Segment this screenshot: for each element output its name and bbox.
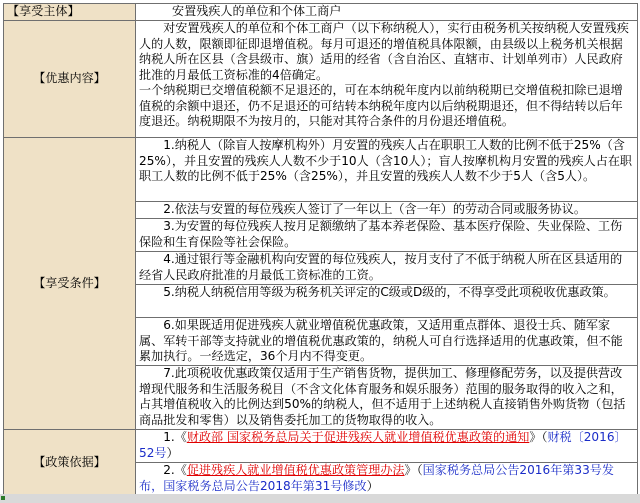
condition-item: 1.纳税人（除盲人按摩机构外）月安置的残疾人占在职职工人数的比例不低于25%（含25%），并且安置的残疾人人数不少于10人（含10人）；盲人按摩机构月安置的残疾人占在职职工人数的比例不低于25%（含25%），并且安置的残疾人人数不少于5人（含5人）。 <box>136 138 638 202</box>
benefit-para-1: 对安置残疾人的单位和个体工商户（以下称纳税人），实行由税务机关按纳税人安置残疾人的人数，限额即征即退增值税。每月可退还的增值税具体限额，由县级以上税务机关根据纳税人所在区县（含县级市、旗）适用的经省（含自治区、直辖市、计划单列市）人民政府批准的月最低工资标准的4倍确定。 <box>139 21 629 82</box>
policy-table <box>3 3 638 496</box>
condition-item: 7.此项税收优惠政策仅适用于生产销售货物，提供加工、修理修配劳务，以及提供营改增现代服务和生活服务税目（不含文化体育服务和娱乐服务）范围的服务取得的收入之和，占其增值税收入的比例达到50%的纳税人，但不适用于上述纳税人直接销售外购货物（包括商品批发和零售）以及销售委托加工的货物取得的收入。 <box>136 366 638 430</box>
basis-end: ） <box>166 445 179 460</box>
condition-item: 6.如果既适用促进残疾人就业增值税优惠政策，又适用重点群体、退役士兵、随军家属、军转干部等支持就业的增值税优惠政策的，纳税人可自行选择适用的优惠政策，但不能累加执行。一经选定，36个月内不得变更。 <box>136 318 638 366</box>
condition-item: 3.为安置的每位残疾人按月足额缴纳了基本养老保险、基本医疗保险、失业保险、工伤保险和生育保险等社会保险。 <box>136 219 638 252</box>
benefit-content <box>136 21 638 138</box>
basis-item-2 <box>136 463 638 496</box>
condition-item: 5.纳税人纳税信用等级为税务机关评定的C级或D级的，不得享受此项税收优惠政策。 <box>136 285 638 318</box>
policy-link-notice[interactable]: 财政部 国家税务总局关于促进残疾人就业增值税优惠政策的通知 <box>186 430 530 444</box>
label-benefit: 【优惠内容】 <box>4 21 136 138</box>
row-benefit <box>4 21 638 138</box>
policy-link-measures[interactable]: 促进残疾人就业增值税优惠政策管理办法 <box>186 463 405 477</box>
basis-ref: 国家税务总局公告2016年第33号发布，国家税务总局公告2018年第31号修改 <box>139 463 614 493</box>
row-basis-1 <box>4 430 638 463</box>
basis-ref: 财税〔2016〕52号 <box>139 430 627 460</box>
condition-item: 4.通过银行等金融机构向安置的每位残疾人，按月支付了不低于纳税人所在区县适用的经省人民政府批准的月最低工资标准的工资。 <box>136 252 638 285</box>
basis-prefix: 2.《 <box>163 463 187 477</box>
basis-item-1 <box>136 430 638 463</box>
subject-content: 安置残疾人的单位和个体工商户 <box>136 4 638 21</box>
bottom-scrollbar-area <box>0 494 640 503</box>
basis-suffix: 》（ <box>404 463 423 477</box>
condition-item: 2.依法与安置的每位残疾人签订了一年以上（含一年）的劳动合同或服务协议。 <box>136 202 638 219</box>
benefit-para-2: 一个纳税期已交增值税额不足退还的，可在本纳税年度内以前纳税期已交增值税扣除已退增值税的余额中退还，仍不足退还的可结转本纳税年度内以后纳税期退还，但不得结转以后年度退还。纳税期限不为按月的，只能对其符合条件的月份退还增值税。 <box>139 83 623 128</box>
row-condition-1 <box>4 138 638 202</box>
corner-marker <box>1 496 5 500</box>
row-subject <box>4 4 638 21</box>
label-subject: 【享受主体】 <box>4 4 136 21</box>
label-conditions: 【享受条件】 <box>4 138 136 430</box>
basis-end: ） <box>366 478 379 493</box>
basis-prefix: 1.《 <box>163 430 187 444</box>
basis-suffix: 》（ <box>529 430 548 444</box>
label-basis: 【政策依据】 <box>4 430 136 496</box>
